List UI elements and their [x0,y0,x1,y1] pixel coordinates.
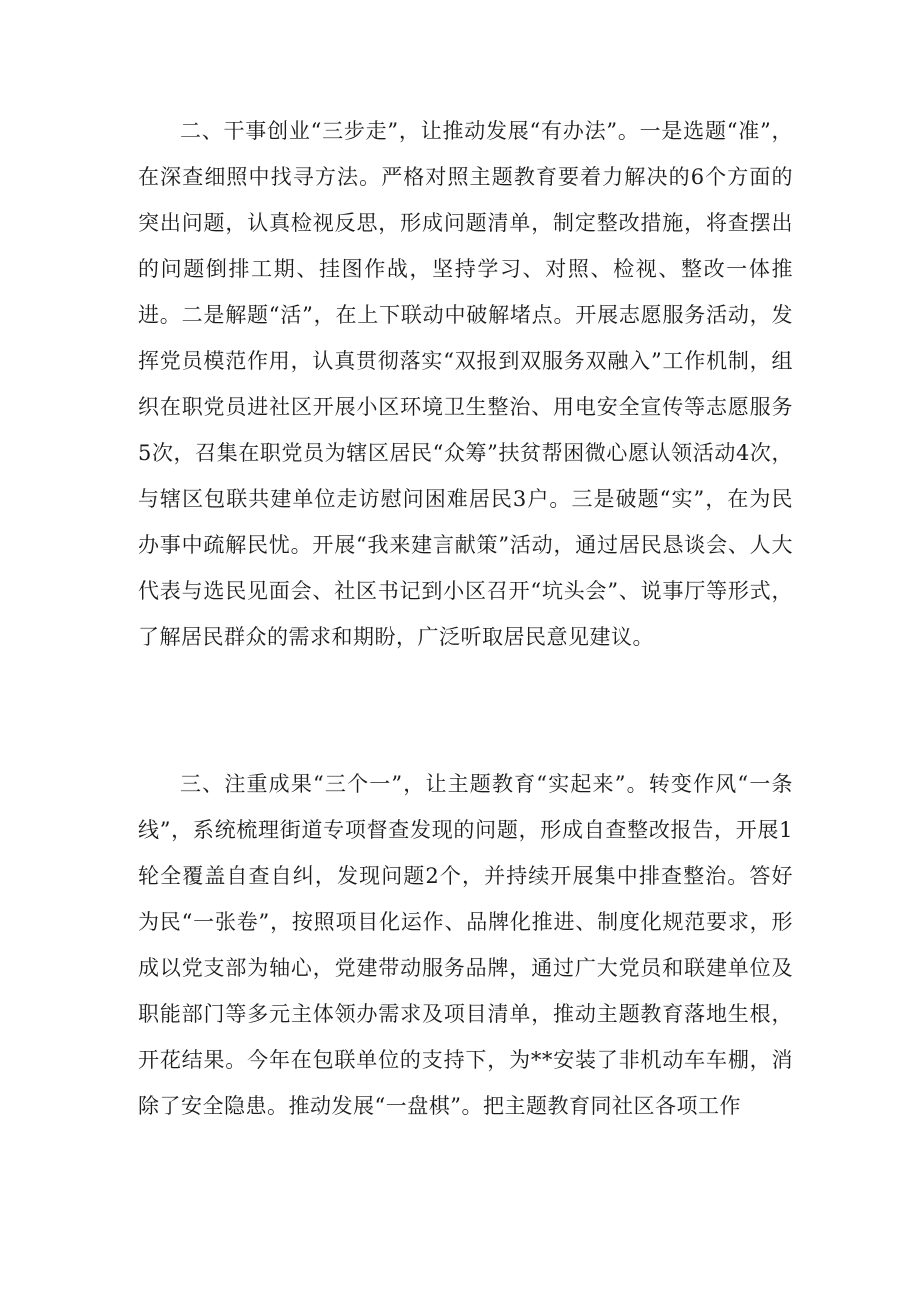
paragraph-section-three: 三、注重成果“三个一”，让主题教育“实起来”。转变作风“一条线”，系统梳理街道专项督查发现的问题，形成自查整改报告，开展1轮全覆盖自查自纠，发现问题2个，并持续开展集中排查整治。答好为民“一张卷”，按照项目化运作、品牌化推进、制度化规范要求，形成以党支部为轴心，党建带动服务品牌，通过广大党员和联建单位及职能部门等多元主体领办需求及项目清单，推动主题教育落地生根，开花结果。今年在包联单位的支持下，为**安装了非机动车车棚，消除了安全隐患。推动发展“一盘棋”。把主题教育同社区各项工作 [138,772,793,1118]
paragraph-section-two: 二、干事创业“三步走”，让推动发展“有办法”。一是选题“准”，在深查细照中找寻方法。严格对照主题教育要着力解决的6个方面的突出问题，认真检视反思，形成问题清单，制定整改措施，将查摆出的问题倒排工期、挂图作战，坚持学习、对照、检视、整改一体推进。二是解题“活”，在上下联动中破解堵点。开展志愿服务活动，发挥党员模范作用，认真贯彻落实“双报到双服务双融入”工作机制，组织在职党员进社区开展小区环境卫生整治、用电安全宣传等志愿服务5次，召集在职党员为辖区居民“众筹”扶贫帮困微心愿认领活动4次，与辖区包联共建单位走访慰问困难居民3户。三是破题“实”，在为民办事中疏解民忧。开展“我来建言献策”活动，通过居民恳谈会、人大代表与选民见面会、社区书记到小区召开“坑头会”、说事厅等形式，了解居民群众的需求和期盼，广泛听取居民意见建议。 [138,119,793,649]
